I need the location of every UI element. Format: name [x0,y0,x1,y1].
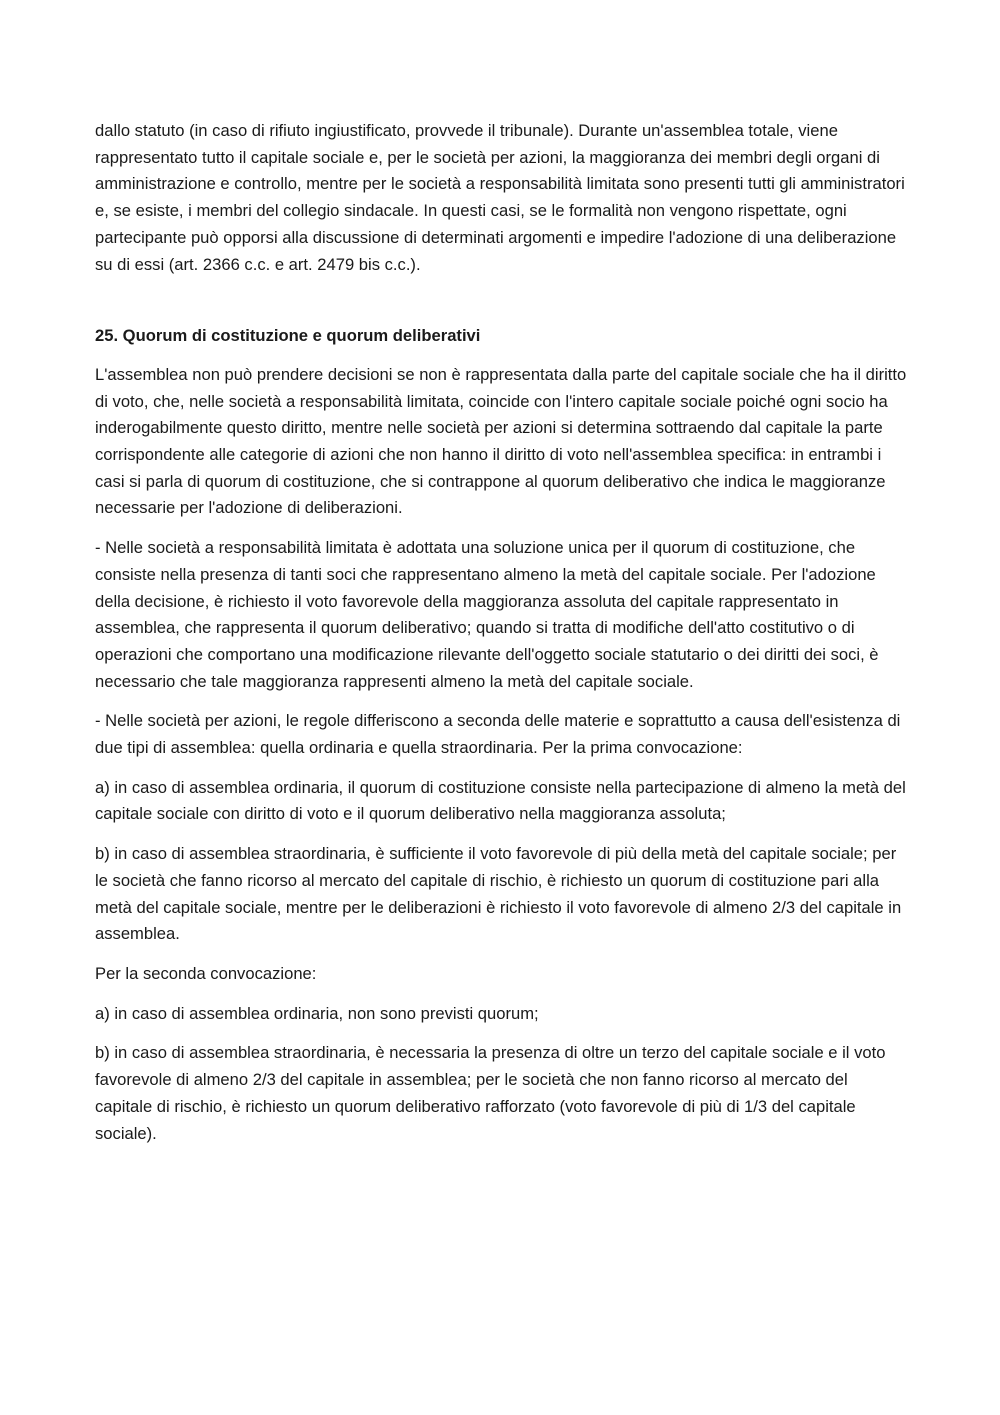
document-body [95,118,907,1160]
body-paragraph: b) in caso di assemblea straordinaria, è sufficiente il voto favorevole di più della metà del capitale sociale; per le società che fanno ricorso al mercato del capitale di rischio, è richiesto un quorum di costituzione pari alla metà del capitale sociale, mentre per le deliberazioni è richiesto il voto favorevole di almeno 2/3 del capitale in assemblea. [95,844,902,944]
body-paragraph: b) in caso di assemblea straordinaria, è necessaria la presenza di oltre un terzo del capitale sociale e il voto favorevole di almeno 2/3 del capitale in assemblea; per le società che non fanno ricorso al mercato del capitale di rischio, è richiesto un quorum deliberativo rafforzato (voto favorevole di più di 1/3 del capitale sociale). [95,1043,886,1143]
section-heading: 25. Quorum di costituzione e quorum deliberativi [95,326,481,346]
body-paragraph: - Nelle società a responsabilità limitata è adottata una soluzione unica per il quorum di costituzione, che consiste nella presenza di tanti soci che rappresentano almeno la metà del capitale sociale. Per l'adozione della decisione, è richiesto il voto favorevole della maggioranza assoluta del capitale rappresentato in assemblea, che rappresenta il quorum deliberativo; quando si tratta di modifiche dell'atto costitutivo o di operazioni che comportano una modificazione rilevante dell'oggetto sociale statutario o dei diritti dei soci, è necessario che tale maggioranza rappresenti almeno la metà del capitale sociale. [95,538,879,691]
body-paragraph: a) in caso di assemblea ordinaria, non sono previsti quorum; [95,1003,539,1023]
continued-paragraph: dallo statuto (in caso di rifiuto ingiustificato, provvede il tribunale). Durante un'assemblea totale, viene rappresentato tutto il capitale sociale e, per le società per azioni, la maggioranza dei membri degli organi di amministrazione e controllo, mentre per le società a responsabilità limitata sono presenti tutti gli amministratori e, se esiste, i membri del collegio sindacale. In questi casi, se le formalità non vengono rispettate, ogni partecipante può opporsi alla discussione di determinati argomenti e impedire l'adozione di una deliberazione su di essi (art. 2366 c.c. e art. 2479 bis c.c.). [95,121,905,274]
body-paragraph: a) in caso di assemblea ordinaria, il quorum di costituzione consiste nella partecipazione di almeno la metà del capitale sociale con diritto di voto e il quorum deliberativo nella maggioranza assoluta; [95,777,906,824]
body-paragraph: - Nelle società per azioni, le regole differiscono a seconda delle materie e soprattutto a causa dell'esistenza di due tipi di assemblea: quella ordinaria e quella straordinaria. Per la prima convocazione: [95,711,901,758]
body-paragraph: L'assemblea non può prendere decisioni se non è rappresentata dalla parte del capitale sociale che ha il diritto di voto, che, nelle società a responsabilità limitata, coincide con l'intero capitale sociale poiché ogni socio ha inderogabilmente questo diritto, mentre nelle società per azioni si determina sottraendo dal capitale la parte corrispondente alle categorie di azioni che non hanno il diritto di voto nell'assemblea specifica: in entrambi i casi si parla di quorum di costituzione, che si contrappone al quorum deliberativo che indica le maggioranze necessarie per l'adozione di deliberazioni. [95,364,907,518]
body-paragraph: Per la seconda convocazione: [95,963,317,983]
